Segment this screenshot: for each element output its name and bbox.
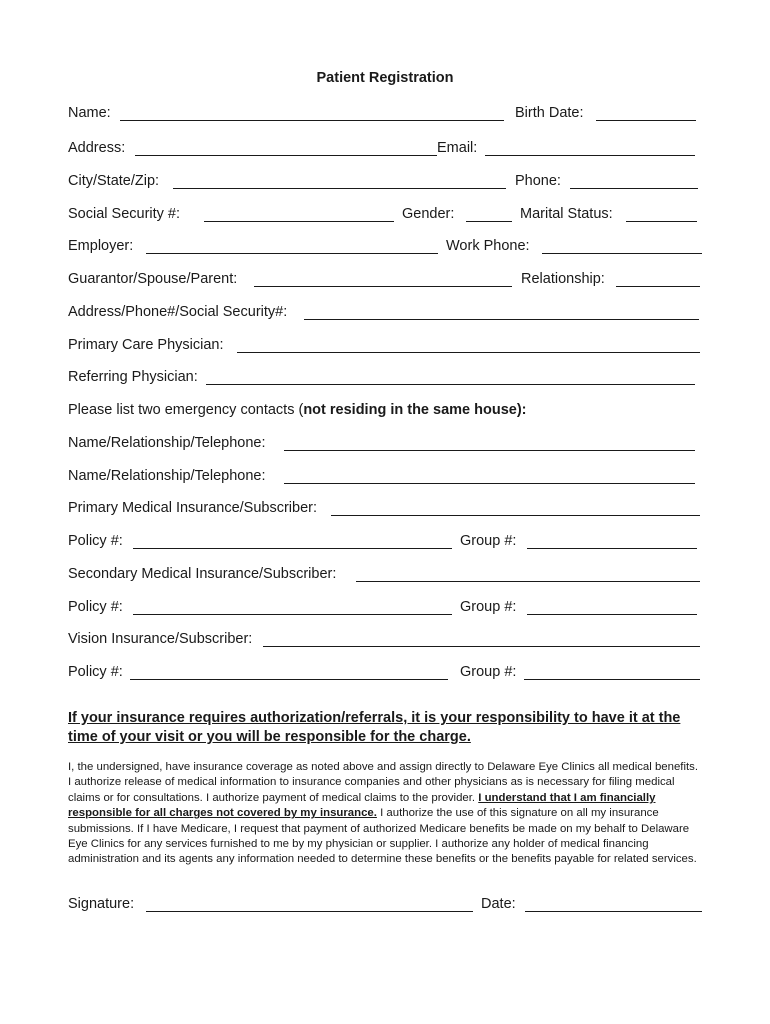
- secondary-insurance-label: Secondary Medical Insurance/Subscriber:: [68, 566, 337, 582]
- row-policy-2: [68, 598, 704, 618]
- row-policy-3: [68, 663, 704, 683]
- row-employer: [68, 237, 704, 257]
- row-primary-insurance: [68, 499, 704, 519]
- group-2-field[interactable]: [527, 614, 697, 615]
- relationship-field[interactable]: [616, 286, 700, 287]
- employer-field[interactable]: [146, 253, 438, 254]
- consent-paragraph: [68, 760, 700, 868]
- primary-physician-field[interactable]: [237, 352, 700, 353]
- row-emergency-1: [68, 434, 704, 454]
- phone-field[interactable]: [570, 188, 698, 189]
- row-address: [68, 139, 704, 159]
- primary-insurance-label: Primary Medical Insurance/Subscriber:: [68, 500, 318, 516]
- row-primary-physician: [68, 336, 704, 356]
- emergency-intro-text: Please list two emergency contacts (: [68, 402, 304, 418]
- consent-text-1: I, the undersigned, have insurance coverage as noted above and assign directly to Delaware Eye Clinics all medical benefits. I authorize release of medical information to insurance companies and other physicians as is necessary for filing medical claims or for consultations. I authorize payment of medical claims to the provider.: [68, 761, 699, 804]
- relationship-label: Relationship:: [521, 271, 605, 287]
- row-secondary-insurance: [68, 565, 704, 585]
- address-label: Address:: [68, 140, 126, 156]
- primary-insurance-field[interactable]: [331, 515, 700, 516]
- policy-1-label: Policy #:: [68, 533, 123, 549]
- row-guarantor-details: [68, 303, 704, 323]
- group-3-label: Group #:: [460, 664, 517, 680]
- phone-label: Phone:: [515, 173, 561, 189]
- group-1-field[interactable]: [527, 548, 697, 549]
- signature-label: Signature:: [68, 896, 135, 912]
- employer-label: Employer:: [68, 238, 134, 254]
- marital-status-field[interactable]: [626, 221, 697, 222]
- group-3-field[interactable]: [524, 679, 700, 680]
- policy-1-field[interactable]: [133, 548, 452, 549]
- row-signature: [68, 895, 704, 915]
- emergency-intro: [68, 401, 527, 419]
- group-2-label: Group #:: [460, 599, 517, 615]
- row-name: [68, 104, 704, 124]
- authorization-notice: If your insurance requires authorization/referrals, it is your responsibility to have it at the time of your visit or you will be responsible for the charge.: [68, 710, 681, 745]
- row-guarantor: [68, 270, 704, 290]
- form-title: Patient Registration: [316, 70, 454, 86]
- guarantor-details-field[interactable]: [304, 319, 699, 320]
- primary-physician-label: Primary Care Physician:: [68, 337, 224, 353]
- emergency-1-field[interactable]: [284, 450, 695, 451]
- work-phone-field[interactable]: [542, 253, 702, 254]
- city-state-zip-label: City/State/Zip:: [68, 173, 160, 189]
- vision-insurance-label: Vision Insurance/Subscriber:: [68, 631, 253, 647]
- address-field[interactable]: [135, 155, 437, 156]
- group-1-label: Group #:: [460, 533, 517, 549]
- row-vision-insurance: [68, 630, 704, 650]
- signature-field[interactable]: [146, 911, 473, 912]
- emergency-1-label: Name/Relationship/Telephone:: [68, 435, 266, 451]
- date-field[interactable]: [525, 911, 702, 912]
- vision-insurance-field[interactable]: [263, 646, 700, 647]
- ssn-label: Social Security #:: [68, 206, 181, 222]
- emergency-2-field[interactable]: [284, 483, 695, 484]
- referring-physician-field[interactable]: [206, 384, 695, 385]
- consent-financial-responsibility: I understand that I am financially responsible for all charges not covered by my insurance.: [68, 791, 656, 820]
- marital-status-label: Marital Status:: [520, 206, 613, 222]
- guarantor-details-label: Address/Phone#/Social Security#:: [68, 304, 288, 320]
- secondary-insurance-field[interactable]: [356, 581, 700, 582]
- referring-physician-label: Referring Physician:: [68, 369, 198, 385]
- emergency-intro-emphasis: not residing in the same house):: [303, 402, 527, 418]
- city-state-zip-field[interactable]: [173, 188, 506, 189]
- ssn-field[interactable]: [204, 221, 394, 222]
- policy-2-field[interactable]: [133, 614, 452, 615]
- guarantor-field[interactable]: [254, 286, 512, 287]
- consent-text-2: I authorize the use of this signature on all my insurance submissions. If I have Medicare, I request that payment of authorized Medicare benefits be made on my behalf to Delaware Eye Clinics for any services furnished to me by my physician or supplier. I authorize any holder of medical financing administration and its agents any information needed to determine these benefits or the benefits payable for related services.: [68, 807, 697, 866]
- birth-date-field[interactable]: [596, 120, 696, 121]
- policy-2-label: Policy #:: [68, 599, 123, 615]
- work-phone-label: Work Phone:: [446, 238, 530, 254]
- birth-date-label: Birth Date:: [515, 105, 584, 121]
- row-emergency-2: [68, 467, 704, 487]
- guarantor-label: Guarantor/Spouse/Parent:: [68, 271, 238, 287]
- emergency-2-label: Name/Relationship/Telephone:: [68, 468, 266, 484]
- row-city: [68, 172, 704, 192]
- name-label: Name:: [68, 105, 111, 121]
- email-label: Email:: [437, 140, 478, 156]
- policy-3-label: Policy #:: [68, 664, 123, 680]
- row-emergency-intro: [68, 401, 704, 421]
- email-field[interactable]: [485, 155, 695, 156]
- row-ssn: [68, 205, 704, 225]
- date-label: Date:: [481, 896, 516, 912]
- gender-field[interactable]: [466, 221, 512, 222]
- name-field[interactable]: [120, 120, 504, 121]
- gender-label: Gender:: [402, 206, 455, 222]
- row-policy-1: [68, 532, 704, 552]
- row-referring-physician: [68, 368, 704, 388]
- policy-3-field[interactable]: [130, 679, 448, 680]
